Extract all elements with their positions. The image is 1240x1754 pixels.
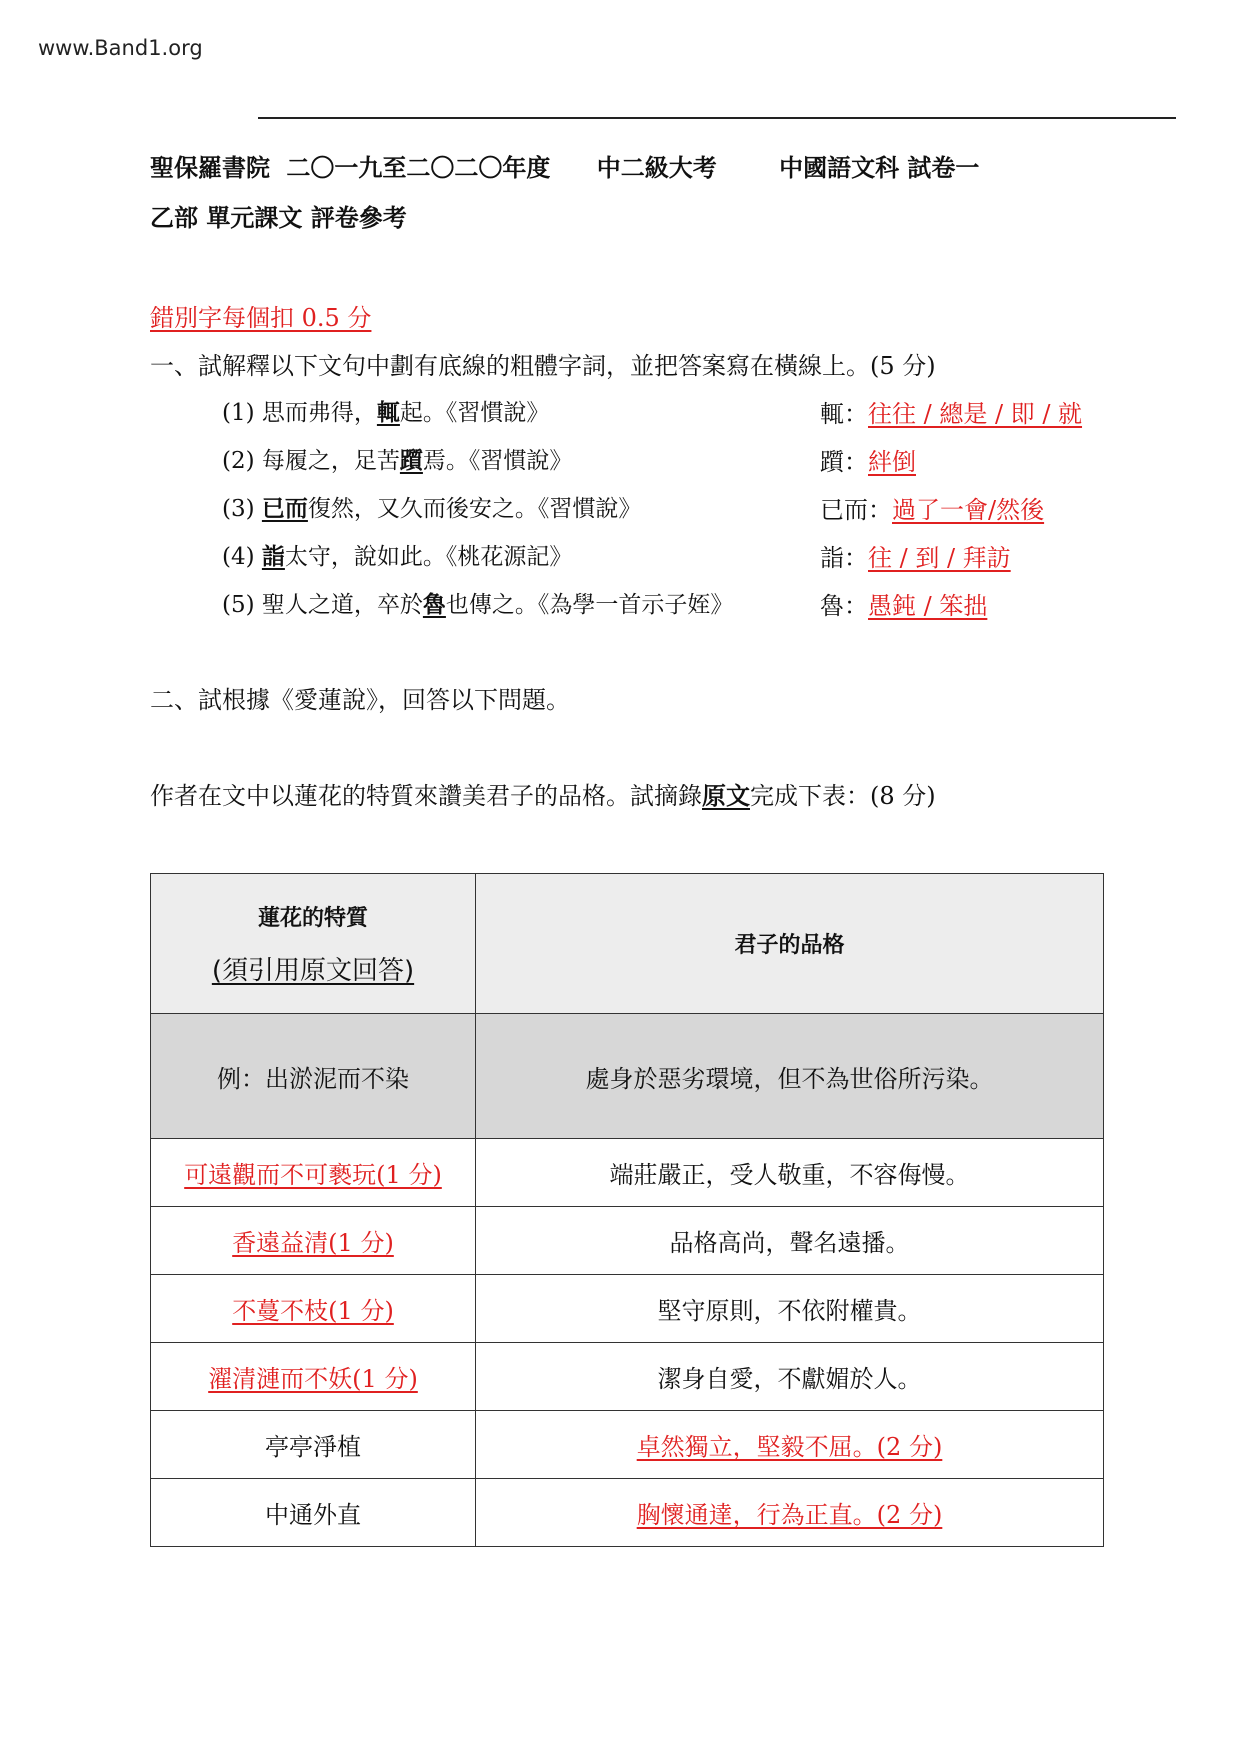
exam-title [150,148,979,183]
keyword: 已而 [261,495,308,522]
table-row [151,1207,1104,1275]
table-row [151,1343,1104,1411]
character-cell: 潔身自愛，不獻媚於人。 [476,1343,1104,1411]
trait-cell: 香遠益清(1 分) [151,1207,476,1275]
trait-cell: 可遠觀而不可褻玩(1 分) [151,1139,476,1207]
keyword: 魯 [422,591,446,618]
exam-name: 中二級大考 [596,154,717,182]
subject-name: 中國語文科 試卷一 [779,154,980,182]
section-title: 乙部 單元課文 評卷參考 [150,204,407,232]
character-cell: 品格高尚，聲名遠播。 [476,1207,1104,1275]
q1-item-4: (4) 詣太守，說如此。《桃花源記》 [222,543,573,570]
table-row [151,1479,1104,1547]
character-cell: 端莊嚴正，受人敬重，不容侮慢。 [476,1139,1104,1207]
site-watermark: www.Band1.org [38,36,203,60]
q1-answer-4: 詣：往 / 到 / 拜訪 [820,544,1011,572]
q1-item-3: (3) 已而復然，又久而後安之。《習慣說》 [222,495,642,522]
q1-item-5: (5) 聖人之道，卒於魯也傳之。《為學一首示子姪》 [222,591,734,618]
trait-cell: 亭亭淨植 [151,1411,476,1479]
trait-cell: 中通外直 [151,1479,476,1547]
character-cell: 卓然獨立，堅毅不屈。(2 分) [476,1411,1104,1479]
keyword: 躓 [399,447,423,474]
character-cell: 處身於惡劣環境，但不為世俗所污染。 [476,1014,1104,1139]
trait-cell: 濯清漣而不妖(1 分) [151,1343,476,1411]
q1-item-1: (1) 思而弗得，輒起。《習慣說》 [222,399,550,426]
character-cell: 胸懷通達，行為正直。(2 分) [476,1479,1104,1547]
table-row [151,1275,1104,1343]
q1-answer-2: 躓：絆倒 [820,448,916,476]
deduction-note: 錯別字每個扣 0.5 分 [150,304,372,332]
prompt-keyword: 原文 [702,781,750,810]
answer-table [150,873,1104,1547]
school-name: 聖保羅書院 [150,154,270,182]
table-header-row [151,874,1104,1014]
trait-cell: 不蔓不枝(1 分) [151,1275,476,1343]
example-row [151,1014,1104,1139]
keyword: 輒 [376,399,400,426]
keyword: 詣 [261,543,285,570]
header-cell-character: 君子的品格 [476,874,1104,1014]
header-cell-trait: 蓮花的特質 (須引用原文回答) [151,874,476,1014]
table-row [151,1139,1104,1207]
q1-answer-5: 魯：愚鈍 / 笨拙 [820,592,988,620]
header-rule [258,117,1176,119]
table-row [151,1411,1104,1479]
q1-item-2: (2) 每履之，足苦躓焉。《習慣說》 [222,447,573,474]
q1-answer-1: 輒：往往 / 總是 / 即 / 就 [820,400,1083,428]
q1-instruction: 一、試解釋以下文句中劃有底線的粗體字詞，並把答案寫在橫線上。(5 分) [150,352,936,380]
school-year: 二〇一九至二〇二〇年度 [286,154,551,182]
q2-prompt: 作者在文中以蓮花的特質來讚美君子的品格。試摘錄原文完成下表：(8 分) [150,781,936,810]
trait-cell: 例：出淤泥而不染 [151,1014,476,1139]
q1-answer-3: 已而：過了一會/然後 [820,496,1045,524]
q2-instruction: 二、試根據《愛蓮說》，回答以下問題。 [150,686,570,714]
character-cell: 堅守原則，不依附權貴。 [476,1275,1104,1343]
